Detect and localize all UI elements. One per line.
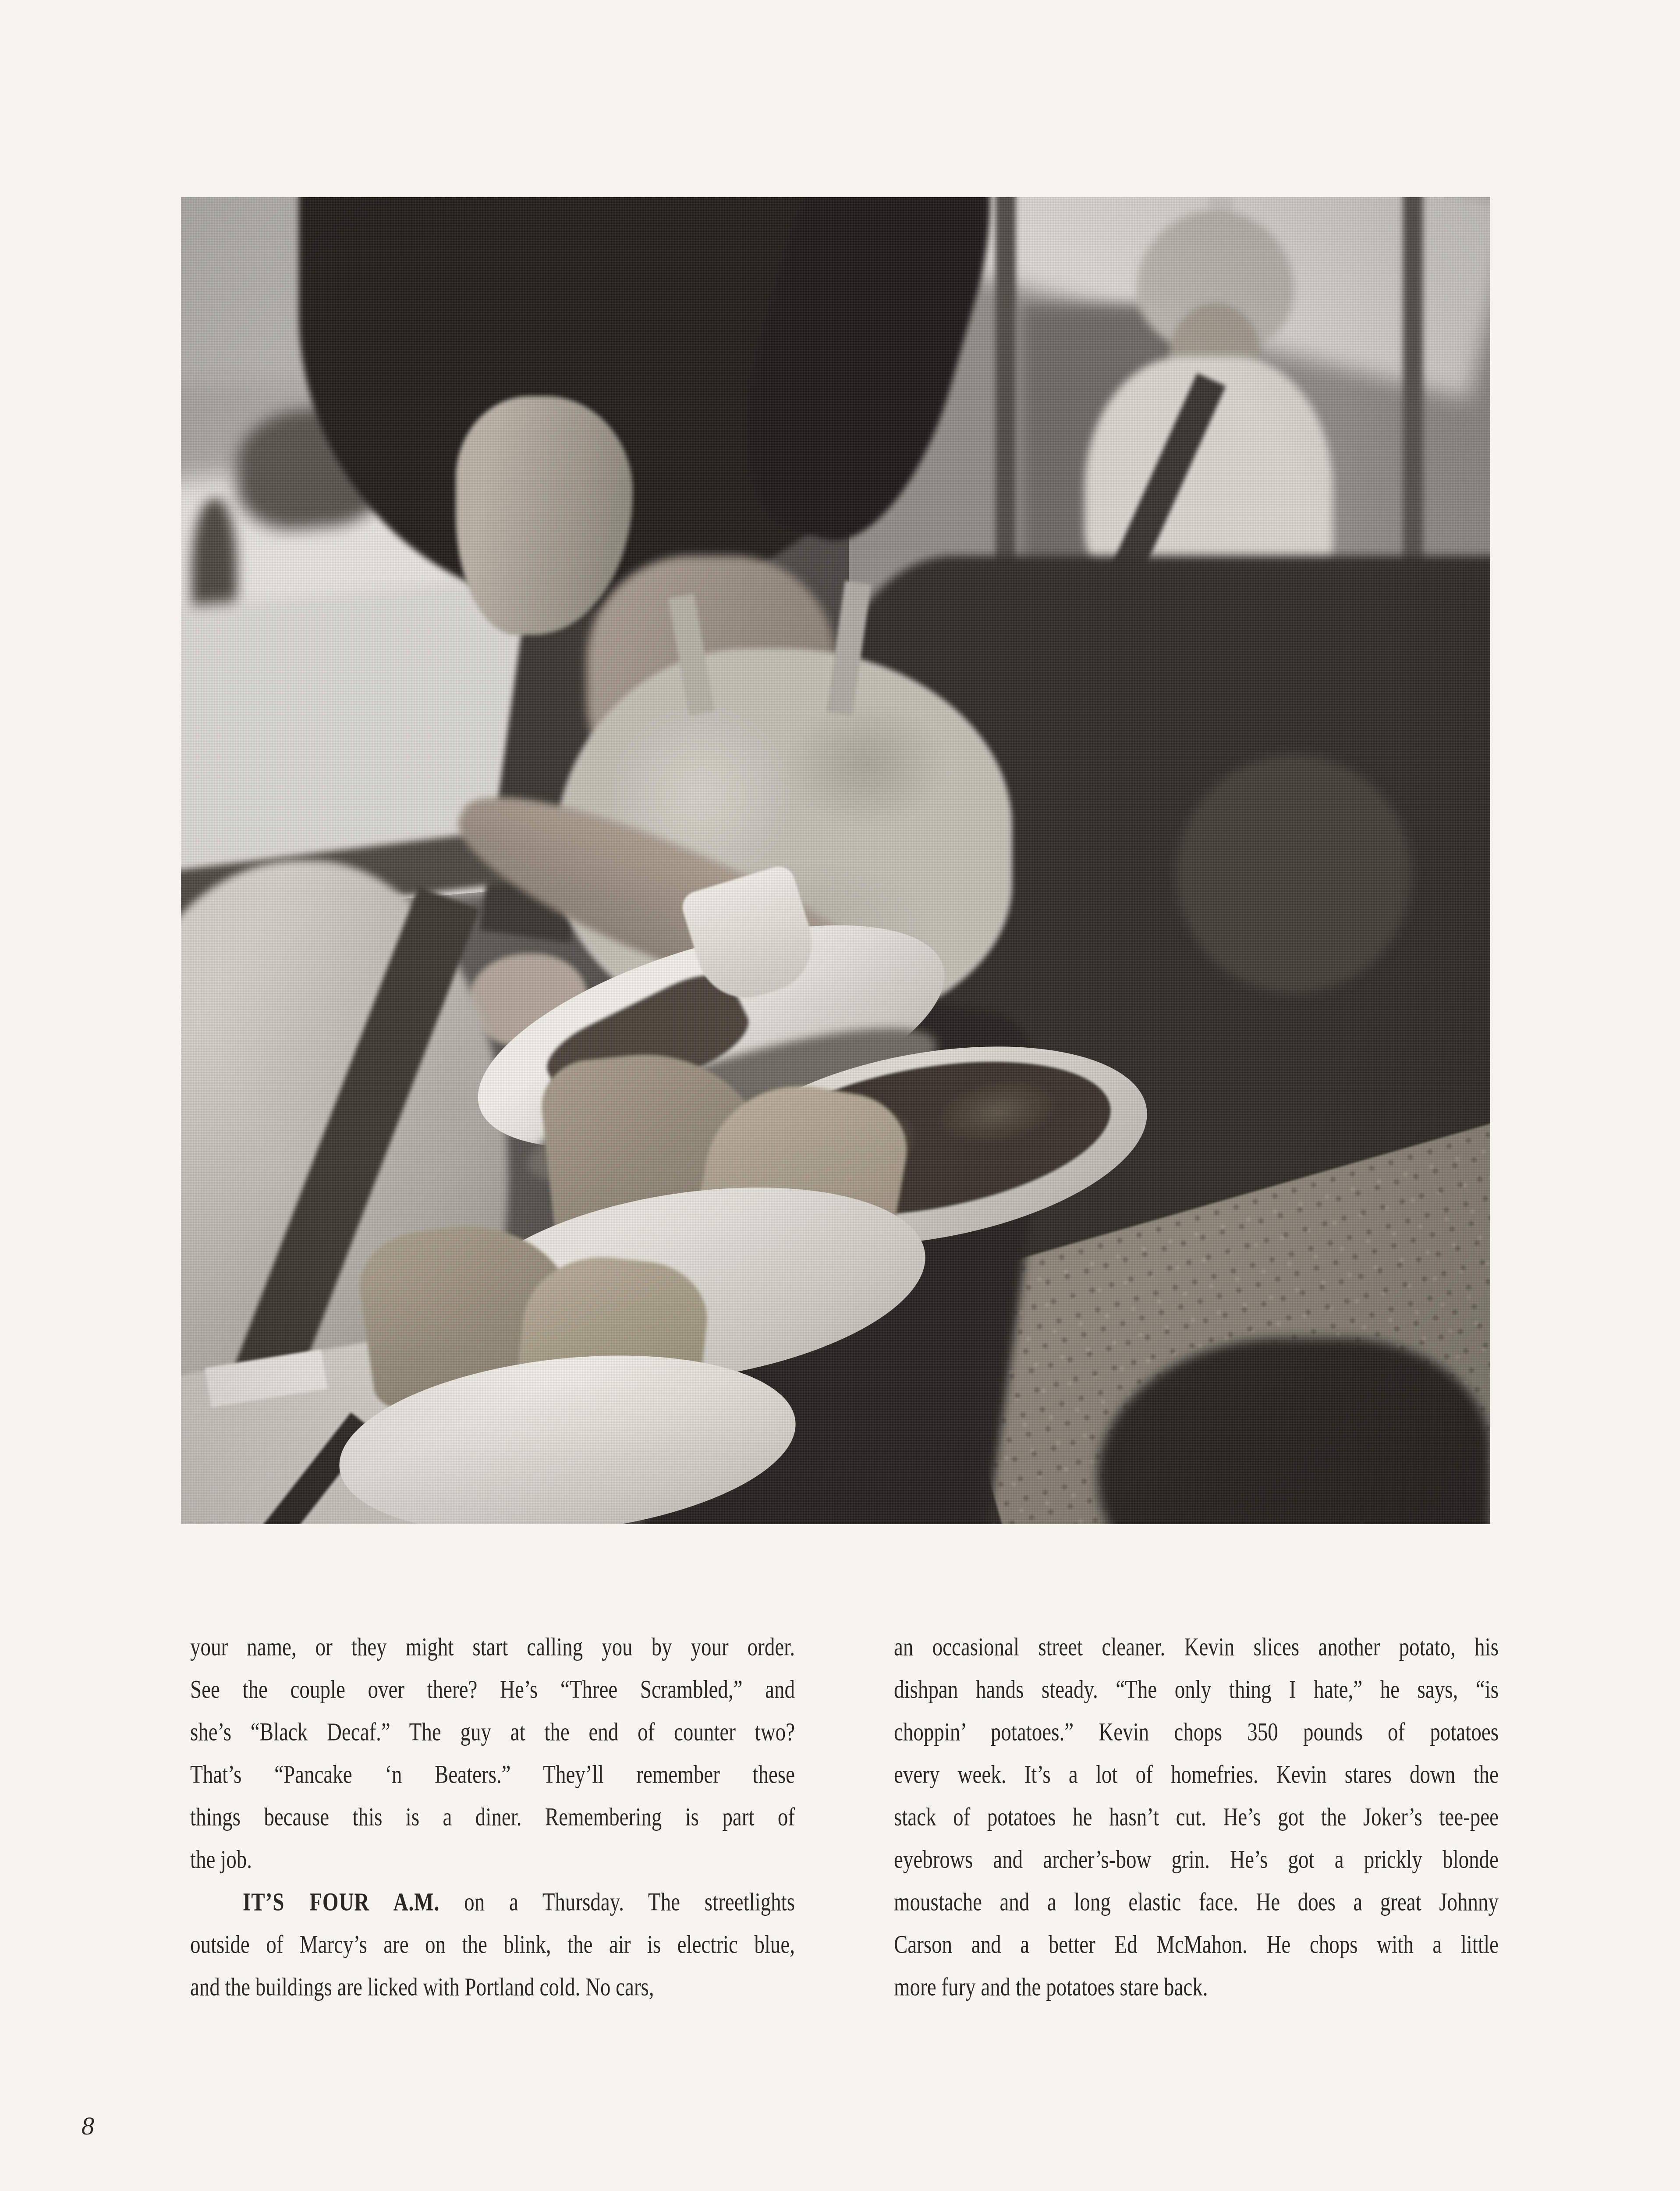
diner-photo [181,197,1490,1524]
text-line: moustache and a long elastic face. He does a great Johnny [894,1888,1499,1916]
text-line: your name, or they might start calling you by your order. [190,1633,795,1661]
text-line: eyebrows and archer’s-bow grin. He’s got a prickly blonde [894,1845,1499,1874]
text-line: and the buildings are licked with Portland cold. No cars, [190,1973,654,2001]
text-line: That’s “Pancake ‘n Beaters.” They’ll remember these [190,1760,795,1789]
photo-vignette [181,197,1490,1524]
page-number: 8 [82,2112,94,2140]
text-line: more fury and the potatoes stare back. [894,1973,1208,2001]
text-line: outside of Marcy’s are on the blink, the air is electric blue, [190,1930,795,1959]
text-line: she’s “Black Decaf.” The guy at the end of counter two? [190,1718,795,1746]
lead-in-rest: on a Thursday. The streetlights [439,1888,795,1916]
lead-in-bold: IT’S FOUR A.M. [243,1888,440,1916]
text-line: dishpan hands steady. “The only thing I hate,” he says, “is [894,1675,1499,1704]
text-line: the job. [190,1845,252,1874]
left-text-column [190,1628,795,2011]
text-line: stack of potatoes he hasn’t cut. He’s got the Joker’s tee-pee [894,1803,1499,1831]
text-line: things because this is a diner. Remembering is part of [190,1803,795,1831]
right-text-column [894,1628,1499,2011]
text-line: choppin’ potatoes.” Kevin chops 350 pounds of potatoes [894,1718,1499,1746]
text-line: See the couple over there? He’s “Three Scrambled,” and [190,1675,795,1704]
text-line: every week. It’s a lot of homefries. Kevin stares down the [894,1760,1499,1789]
text-line: Carson and a better Ed McMahon. He chops with a little [894,1930,1499,1959]
text-line: an occasional street cleaner. Kevin slices another potato, his [894,1633,1499,1661]
